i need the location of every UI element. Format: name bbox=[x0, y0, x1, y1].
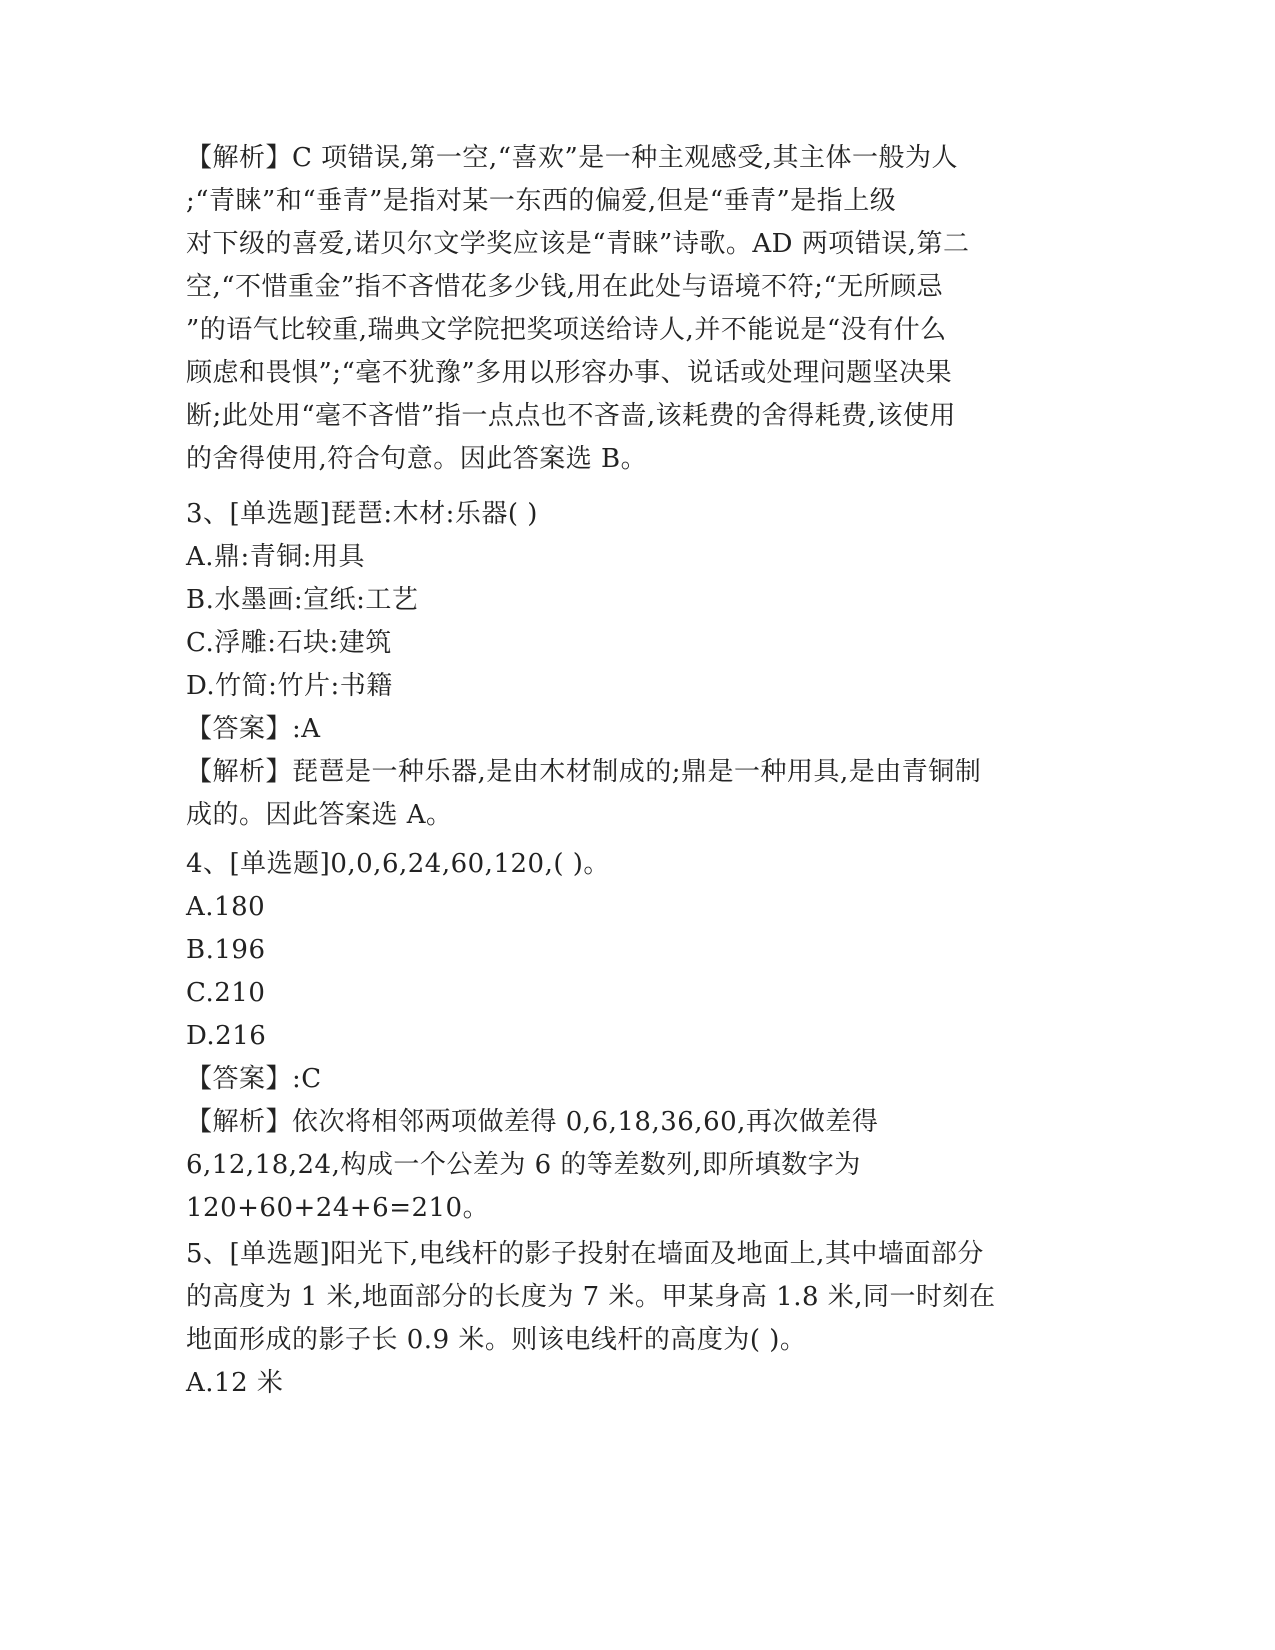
option-d: D.竹简:竹片:书籍 bbox=[186, 671, 393, 701]
option-d: D.216 bbox=[186, 1021, 267, 1051]
analysis-line: ”的语气比较重,瑞典文学院把奖项送给诗人,并不能说是“没有什么 bbox=[186, 315, 947, 345]
analysis-line: 断;此处用“毫不吝惜”指一点点也不吝啬,该耗费的舍得耗费,该使用 bbox=[186, 401, 956, 431]
analysis-line: 的舍得使用,符合句意。因此答案选 B。 bbox=[186, 444, 648, 474]
question-stem: 地面形成的影子长 0.9 米。则该电线杆的高度为( )。 bbox=[186, 1325, 807, 1355]
question-stem: 3、[单选题]琵琶:木材:乐器( ) bbox=[186, 499, 538, 529]
option-b: B.水墨画:宣纸:工艺 bbox=[186, 585, 419, 615]
question-4 bbox=[186, 843, 1081, 1230]
question-5 bbox=[186, 1233, 1081, 1405]
option-a: A.180 bbox=[186, 892, 266, 922]
option-a: A.12 米 bbox=[186, 1368, 284, 1398]
option-c: C.210 bbox=[186, 978, 266, 1008]
analysis-line: 顾虑和畏惧”;“毫不犹豫”多用以形容办事、说话或处理问题坚决果 bbox=[186, 358, 953, 388]
option-c: C.浮雕:石块:建筑 bbox=[186, 628, 392, 658]
analysis-line: 【解析】琵琶是一种乐器,是由木材制成的;鼎是一种用具,是由青铜制 bbox=[186, 757, 982, 787]
analysis-line: 对下级的喜爱,诺贝尔文学奖应该是“青睐”诗歌。AD 两项错误,第二 bbox=[186, 229, 970, 259]
option-b: B.196 bbox=[186, 935, 266, 965]
analysis-line: 120+60+24+6=210。 bbox=[186, 1193, 490, 1223]
analysis-line: 6,12,18,24,构成一个公差为 6 的等差数列,即所填数字为 bbox=[186, 1150, 861, 1180]
analysis-line: ;“青睐”和“垂青”是指对某一东西的偏爱,但是“垂青”是指上级 bbox=[186, 186, 897, 216]
analysis-line: 空,“不惜重金”指不吝惜花多少钱,用在此处与语境不符;“无所顾忌 bbox=[186, 272, 944, 302]
analysis-line: 【解析】C 项错误,第一空,“喜欢”是一种主观感受,其主体一般为人 bbox=[186, 143, 959, 173]
q2-analysis bbox=[186, 137, 1081, 481]
question-stem: 4、[单选题]0,0,6,24,60,120,( )。 bbox=[186, 849, 610, 879]
analysis-line: 【解析】依次将相邻两项做差得 0,6,18,36,60,再次做差得 bbox=[186, 1107, 879, 1137]
answer-line: 【答案】:A bbox=[186, 714, 321, 744]
question-stem: 5、[单选题]阳光下,电线杆的影子投射在墙面及地面上,其中墙面部分 bbox=[186, 1239, 984, 1269]
option-a: A.鼎:青铜:用具 bbox=[186, 542, 366, 572]
question-3 bbox=[186, 493, 1081, 837]
answer-line: 【答案】:C bbox=[186, 1064, 322, 1094]
analysis-line: 成的。因此答案选 A。 bbox=[186, 800, 453, 830]
question-stem: 的高度为 1 米,地面部分的长度为 7 米。甲某身高 1.8 米,同一时刻在 bbox=[186, 1282, 996, 1312]
